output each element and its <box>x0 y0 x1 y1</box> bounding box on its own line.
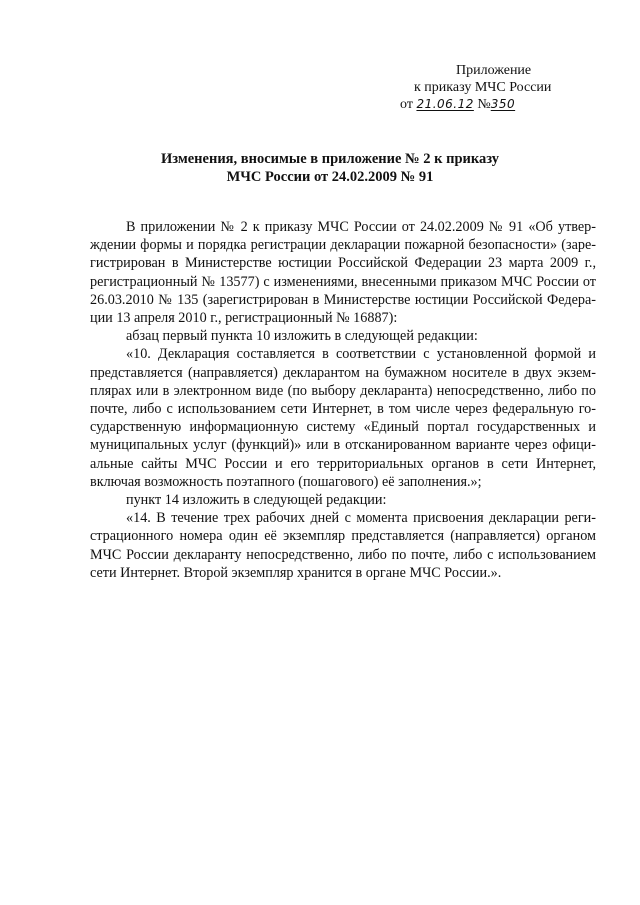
intro-line: В приложении № 2 к приказу МЧС России от 24.02.2009 № 91 «Об утвер- <box>126 219 596 235</box>
annex-header <box>400 62 600 113</box>
document-body <box>90 218 596 582</box>
intro-line: ции 13 апреля 2010 г., регистрационный № 16887): <box>90 310 398 327</box>
annex-date-handwritten: 21.06.12 <box>416 97 474 111</box>
p14-intro: пункт 14 изложить в следующей редакции: <box>126 492 387 509</box>
p10-line: альные сайты МЧС России и его территориальных органов в сети Интернет, <box>90 455 596 472</box>
title-line-1: Изменения, вносимые в приложение № 2 к приказу <box>160 151 500 167</box>
p14-line: страционного номера один её экземпляр представляется (направляется) органом <box>90 528 596 545</box>
p10-line: муниципальных услуг (функций)» или в отсканированном варианте через офици- <box>90 437 596 454</box>
intro-line: 26.03.2010 № 135 (зарегистрирован в Министерстве юстиции Российской Федера- <box>90 291 596 308</box>
p14-line: сети Интернет. Второй экземпляр хранится в органе МЧС России.». <box>90 564 502 581</box>
intro-line: гистрирован в Министерстве юстиции Российской Федерации 23 марта 2009 г., <box>90 255 596 272</box>
p10-line: «10. Декларация составляется в соответствии с установленной формой и <box>126 346 596 363</box>
p10-line: плярах или в электронном виде (по выбору декларанта) непосредственно, либо по <box>90 382 596 399</box>
document-title <box>100 150 560 186</box>
p10-line: почте, либо с использованием сети Интернет, в том числе через федеральную го- <box>90 401 596 418</box>
annex-number-sign: № <box>477 97 491 112</box>
annex-order-ref: к приказу МЧС России <box>414 80 552 95</box>
p14-line: МЧС России декларанту непосредственно, либо по почте, либо с использованием <box>90 546 596 563</box>
p10-line: сударственную информационную систему «Единый портал государственных и <box>90 419 596 436</box>
intro-paragraph <box>90 218 596 236</box>
intro-line: регистрационный № 13577) с изменениями, внесенными приказом МЧС России от <box>90 273 596 290</box>
intro-line: ждении формы и порядка регистрации декларации пожарной безопасности» (заре- <box>90 237 596 254</box>
annex-number-handwritten: 350 <box>490 97 516 111</box>
p14-line: «14. В течение трех рабочих дней с момента присвоения декларации реги- <box>126 510 596 527</box>
annex-date-line <box>400 96 600 113</box>
p10-line: представляется (направляется) декларантом на бумажном носителе в двух экзем- <box>90 364 596 381</box>
p10-line: включая возможность поэтапного (пошагового) её заполнения.»; <box>90 473 482 490</box>
annex-label: Приложение <box>456 63 532 78</box>
title-line-2: МЧС России от 24.02.2009 № 91 <box>226 169 434 185</box>
p14-paragraph <box>90 509 596 527</box>
p10-intro: абзац первый пункта 10 изложить в следующей редакции: <box>126 328 478 345</box>
annex-from-label: от <box>400 97 413 112</box>
p10-paragraph <box>90 345 596 363</box>
